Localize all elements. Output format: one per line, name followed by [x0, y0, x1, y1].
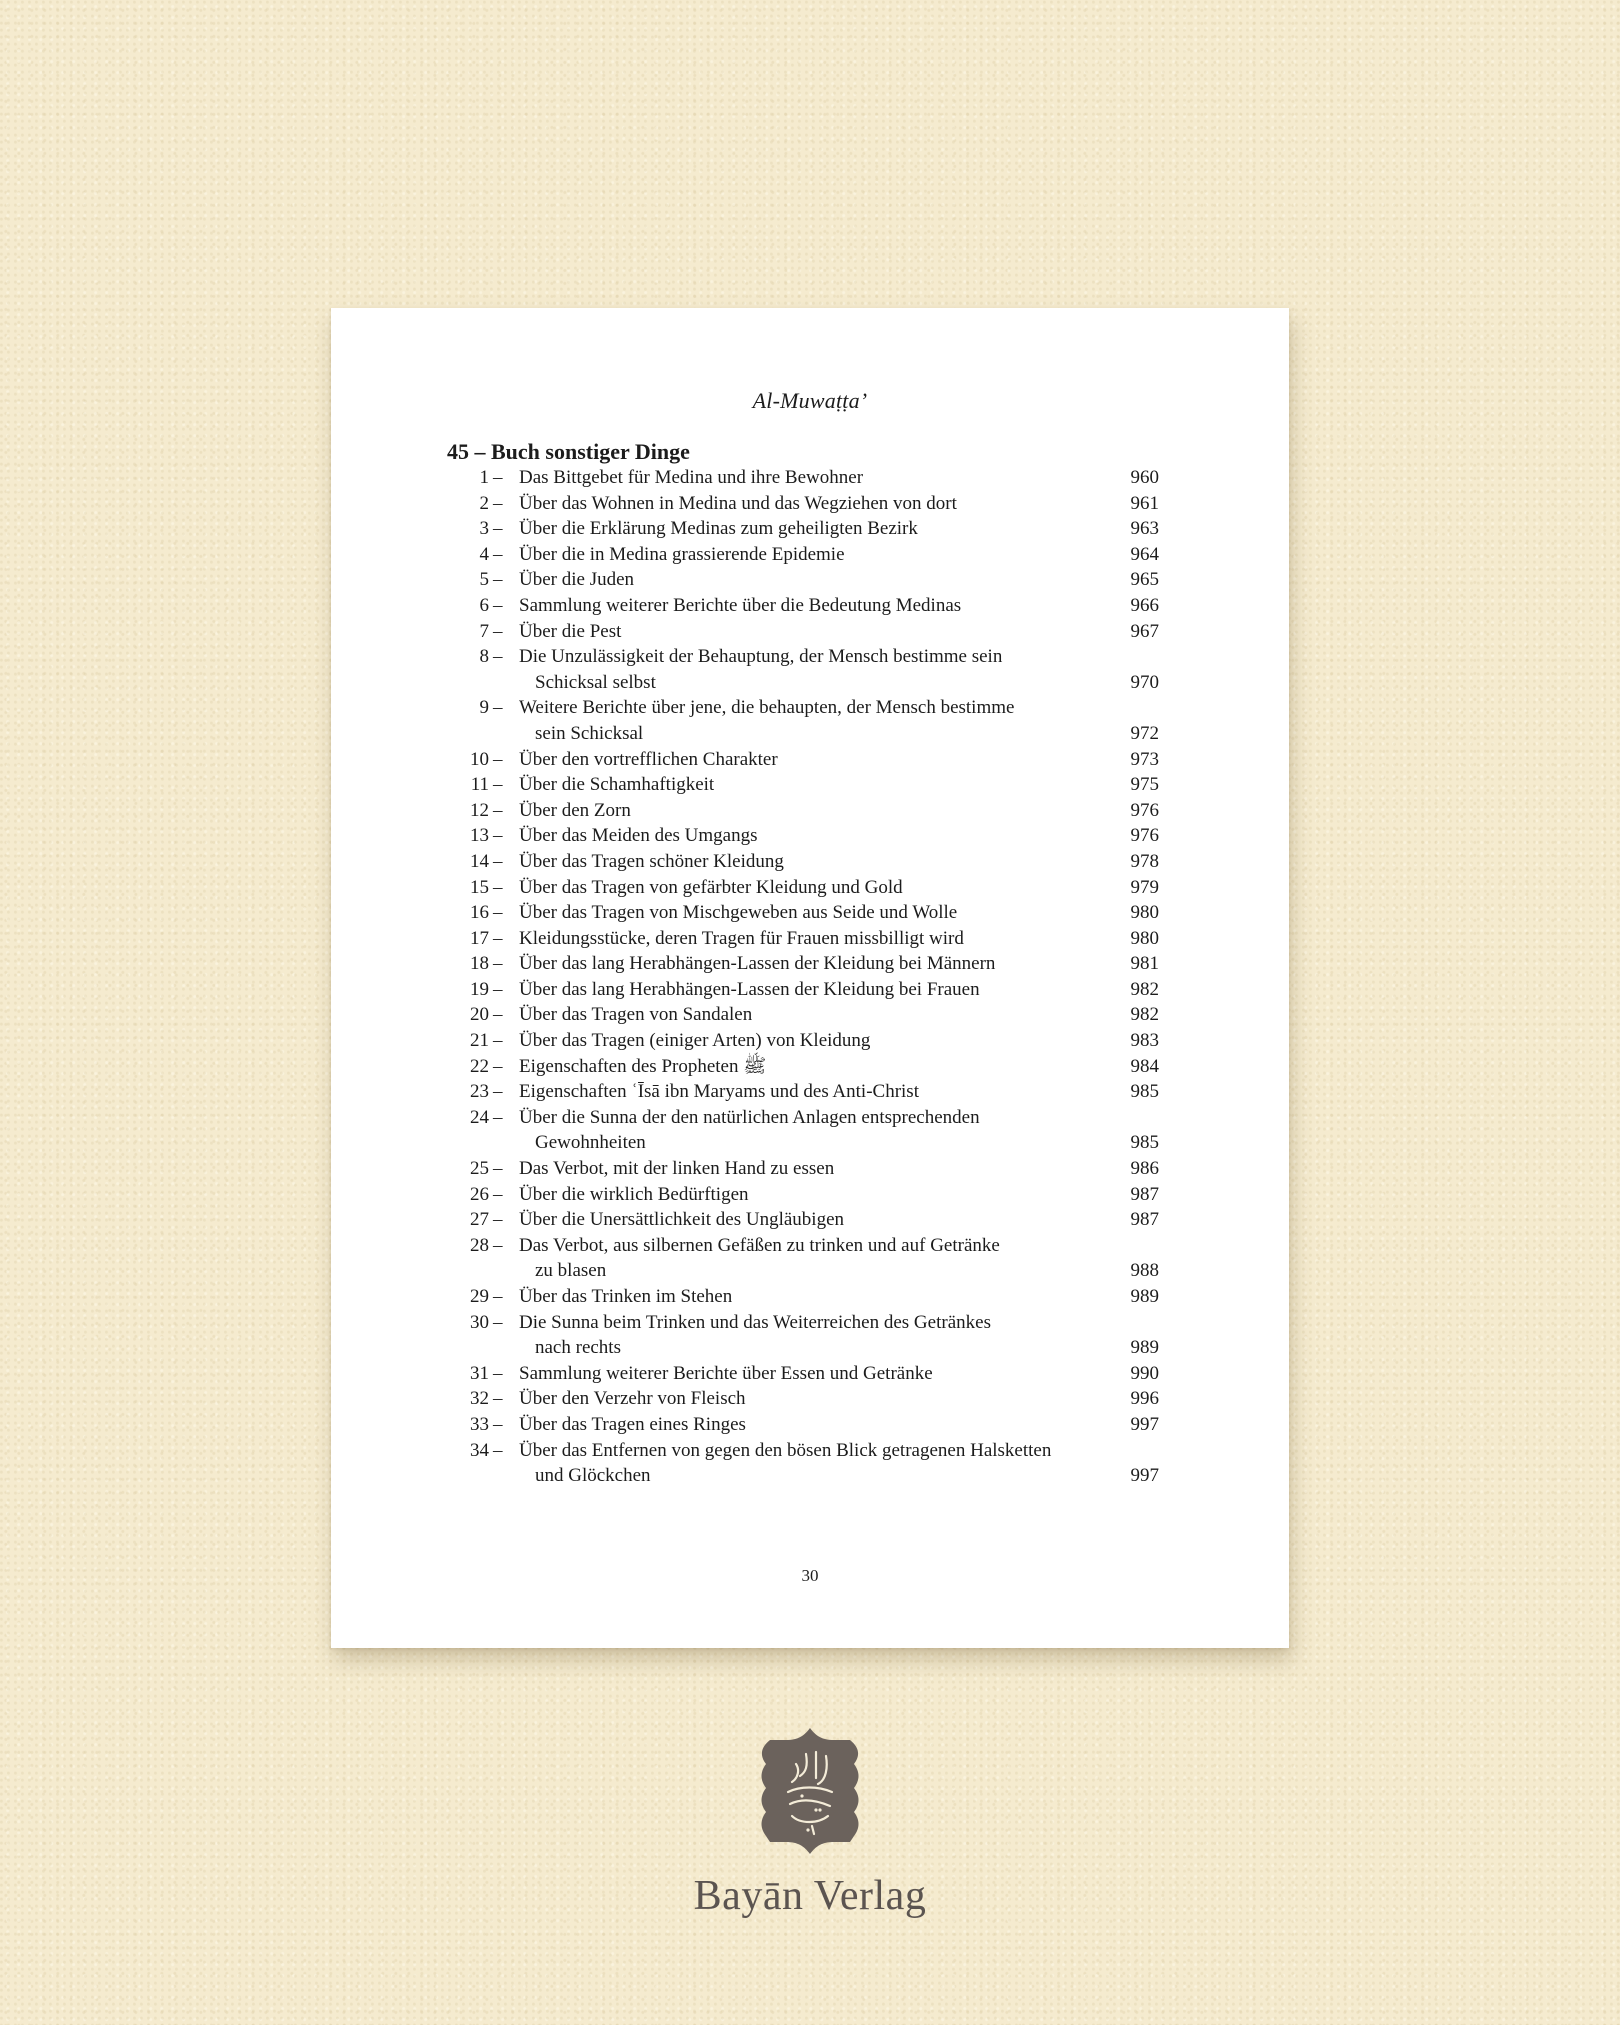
entry-page-number: 975: [1130, 774, 1159, 796]
entry-number: 31: [470, 1362, 489, 1384]
entry-title-continuation: sein Schicksal: [535, 722, 644, 744]
entry-number: 25: [470, 1158, 489, 1180]
bayan-seal-logo: [756, 1726, 864, 1856]
entry-title-text: Über die Erklärung Medinas zum geheiligten Bezirk: [519, 518, 918, 540]
entry-title: [519, 619, 1119, 645]
entry-title-text: Über den Zorn: [519, 799, 631, 821]
entry-dash: –: [493, 748, 503, 770]
entry-title-text: Über den vortrefflichen Charakter: [519, 748, 778, 770]
entry-title-text: Über das Entfernen von gegen den bösen Blick getragenen Halsketten: [519, 1439, 1052, 1461]
entry-number: 13: [470, 825, 489, 847]
toc-entry: [447, 1028, 1159, 1054]
entry-title-text: Das Bittgebet für Medina und ihre Bewohner: [519, 467, 864, 488]
entry-dash: –: [493, 799, 503, 821]
toc-entry: [447, 619, 1159, 645]
entry-page-number: 963: [1130, 518, 1159, 540]
entry-title-text: Über das Tragen (einiger Arten) von Kleidung: [519, 1030, 871, 1052]
entry-number: 11: [470, 774, 489, 796]
toc-entry: [447, 977, 1159, 1003]
entry-title-text: Über die in Medina grassierende Epidemie: [519, 543, 845, 565]
entry-title-text: Über das Trinken im Stehen: [519, 1286, 733, 1307]
toc-entry: [447, 1182, 1159, 1208]
entry-title: [519, 465, 1119, 491]
entry-title-text: Eigenschaften ʿĪsā ibn Maryams und des Anti-Christ: [519, 1081, 919, 1103]
entry-page-number: 985: [1130, 1132, 1159, 1154]
entry-page-number: 979: [1130, 876, 1159, 898]
entry-page-number: 985: [1130, 1081, 1159, 1103]
entry-number: 18: [470, 953, 489, 975]
entry-number: 19: [470, 978, 489, 1000]
entry-page-number: 972: [1130, 722, 1159, 744]
toc-entry: [447, 542, 1159, 568]
entry-page-number: 990: [1130, 1362, 1159, 1384]
entry-title: [519, 1105, 1119, 1156]
entry-title: [519, 1079, 1119, 1105]
entry-page-number: 964: [1130, 543, 1159, 565]
entry-page-number: 982: [1130, 1004, 1159, 1026]
entry-page-number: 961: [1130, 492, 1159, 514]
entry-title-continuation: nach rechts: [535, 1337, 621, 1359]
entry-title-text: Über die Unersättlichkeit des Ungläubigen: [519, 1209, 845, 1231]
entry-title: [519, 516, 1119, 542]
entry-page-number: 966: [1130, 594, 1159, 616]
toc-entry: [447, 849, 1159, 875]
entry-dash: –: [493, 1158, 503, 1180]
entry-page-number: 981: [1130, 953, 1159, 975]
entry-title-continuation: Gewohnheiten: [535, 1132, 646, 1154]
entry-title-text: Kleidungsstücke, deren Tragen für Frauen missbilligt wird: [519, 927, 964, 949]
entry-title-text: Über das Tragen eines Ringes: [519, 1413, 746, 1435]
entry-number: 16: [470, 902, 489, 924]
entry-page-number: 987: [1130, 1183, 1159, 1205]
entry-title: [519, 593, 1119, 619]
entry-number: 3: [479, 518, 489, 540]
toc-entry: [447, 900, 1159, 926]
entry-page-number: 997: [1130, 1465, 1159, 1487]
entry-title-text: Über die Schamhaftigkeit: [519, 774, 715, 796]
entry-number: 30: [470, 1311, 489, 1333]
toc-entry: [447, 491, 1159, 517]
entry-page-number: 996: [1130, 1388, 1159, 1410]
entry-page-number: 960: [1130, 467, 1159, 488]
entry-number: 17: [470, 927, 489, 949]
toc-entry: [447, 644, 1159, 695]
entry-title: [519, 1386, 1119, 1412]
entry-dash: –: [493, 1081, 503, 1103]
entry-page-number: 982: [1130, 978, 1159, 1000]
entry-title: [519, 491, 1119, 517]
entry-page-number: 967: [1130, 620, 1159, 642]
entry-title-text: Sammlung weiterer Berichte über die Bedeutung Medinas: [519, 594, 962, 616]
entry-title-text: Über die wirklich Bedürftigen: [519, 1183, 749, 1205]
toc-entry: [447, 1412, 1159, 1438]
publisher-name: Bayān Verlag: [693, 1873, 927, 1919]
toc-entry: [447, 1361, 1159, 1387]
entry-number: 6: [479, 594, 489, 616]
entry-dash: –: [493, 978, 503, 1000]
entry-page-number: 965: [1130, 569, 1159, 591]
toc-entry: [447, 1207, 1159, 1233]
entry-title: [519, 823, 1119, 849]
book-heading: 45 – Buch sonstiger Dinge: [447, 439, 690, 464]
entry-title-continuation: Schicksal selbst: [535, 671, 656, 693]
entry-title: [519, 1361, 1119, 1387]
entry-title: [519, 977, 1119, 1003]
entry-dash: –: [493, 953, 503, 975]
entry-number: 32: [470, 1388, 489, 1410]
entry-number: 34: [470, 1439, 489, 1461]
entry-dash: –: [493, 927, 503, 949]
running-head: Al-Muwaṭṭa’: [752, 388, 868, 413]
entry-dash: –: [493, 876, 503, 898]
entry-title-text: Über die Sunna der den natürlichen Anlagen entsprechenden: [519, 1106, 980, 1128]
entry-title-text: Über den Verzehr von Fleisch: [519, 1388, 746, 1410]
entry-dash: –: [493, 492, 503, 514]
entry-dash: –: [493, 1055, 503, 1077]
entry-title: [519, 1438, 1119, 1489]
entry-number: 4: [479, 543, 489, 565]
entry-dash: –: [493, 1362, 503, 1384]
toc-entry: [447, 1079, 1159, 1105]
entry-title: [519, 1054, 1119, 1080]
entry-title-text: Über das Meiden des Umgangs: [519, 825, 758, 847]
entry-title: [519, 951, 1119, 977]
entry-title-text: Über das Tragen schöner Kleidung: [519, 850, 784, 872]
entry-title: [519, 1284, 1119, 1310]
entry-title-text: Über das lang Herabhängen-Lassen der Kleidung bei Frauen: [519, 978, 980, 1000]
toc-entry: [447, 1002, 1159, 1028]
entry-dash: –: [493, 569, 503, 591]
toc-entry: [447, 875, 1159, 901]
entry-page-number: 986: [1130, 1158, 1159, 1180]
entry-number: 23: [470, 1081, 489, 1103]
entry-number: 8: [479, 646, 489, 668]
entry-dash: –: [493, 594, 503, 616]
toc-entry: [447, 798, 1159, 824]
toc-entry: [447, 1156, 1159, 1182]
toc-entry: [447, 1233, 1159, 1284]
entry-dash: –: [493, 1106, 503, 1128]
entry-title: [519, 1412, 1119, 1438]
entry-dash: –: [493, 850, 503, 872]
entry-title-continuation: zu blasen: [535, 1260, 607, 1282]
book-page: [331, 308, 1289, 1648]
entry-title-text: Sammlung weiterer Berichte über Essen und Getränke: [519, 1362, 933, 1384]
entry-dash: –: [493, 1183, 503, 1205]
entry-page-number: 997: [1130, 1413, 1159, 1435]
toc-entry: [447, 951, 1159, 977]
entry-number: 21: [470, 1030, 489, 1052]
entry-number: 12: [470, 799, 489, 821]
toc-entry: [447, 1386, 1159, 1412]
entry-dash: –: [493, 774, 503, 796]
entry-number: 26: [470, 1183, 489, 1205]
entry-title: [519, 926, 1119, 952]
entry-title-text: Über die Pest: [519, 620, 622, 642]
toc-entry: [447, 823, 1159, 849]
entry-dash: –: [493, 697, 503, 719]
entry-number: 29: [470, 1286, 489, 1307]
entry-number: 2: [479, 492, 489, 514]
toc-entry: [447, 1310, 1159, 1361]
toc-entry: [447, 593, 1159, 619]
entry-number: 7: [479, 620, 489, 642]
entry-dash: –: [493, 1413, 503, 1435]
entry-title: [519, 747, 1119, 773]
entry-number: 20: [470, 1004, 489, 1026]
entry-title-text: Die Sunna beim Trinken und das Weiterreichen des Getränkes: [519, 1311, 991, 1333]
toc-entry: [447, 1054, 1159, 1080]
page-number: 30: [801, 1566, 819, 1585]
toc-entry: [447, 926, 1159, 952]
entry-number: 15: [470, 876, 489, 898]
entry-page-number: 989: [1130, 1286, 1159, 1307]
toc-entry: [447, 772, 1159, 798]
entry-title: [519, 875, 1119, 901]
entry-dash: –: [493, 1209, 503, 1231]
entry-title: [519, 644, 1119, 695]
entry-dash: –: [493, 646, 503, 668]
toc-entry: [447, 695, 1159, 746]
entry-page-number: 980: [1130, 927, 1159, 949]
entry-title: [519, 542, 1119, 568]
entry-title: [519, 1002, 1119, 1028]
entry-number: 33: [470, 1413, 489, 1435]
entry-dash: –: [493, 1030, 503, 1052]
table-of-contents: [447, 438, 1159, 1489]
entry-title-continuation: und Glöckchen: [535, 1465, 651, 1487]
entry-page-number: 970: [1130, 671, 1159, 693]
entry-title: [519, 1182, 1119, 1208]
entry-title-text: Über das lang Herabhängen-Lassen der Kleidung bei Männern: [519, 953, 996, 975]
entry-title: [519, 1207, 1119, 1233]
entry-page-number: 978: [1130, 850, 1159, 872]
entry-title: [519, 1310, 1119, 1361]
entry-title-text: Die Unzulässigkeit der Behauptung, der Mensch bestimme sein: [519, 646, 1003, 668]
toc-entry: [447, 1438, 1159, 1489]
entry-title-text: Weitere Berichte über jene, die behaupten, der Mensch bestimme: [519, 697, 1015, 719]
entry-title-text: Das Verbot, aus silbernen Gefäßen zu trinken und auf Getränke: [519, 1234, 1000, 1256]
entry-page-number: 988: [1130, 1260, 1159, 1282]
entry-title: [519, 567, 1119, 593]
entry-page-number: 976: [1130, 799, 1159, 821]
entry-number: 27: [470, 1209, 489, 1231]
toc-entry: [447, 1105, 1159, 1156]
entry-dash: –: [493, 1388, 503, 1410]
entry-title: [519, 695, 1119, 746]
entry-number: 5: [479, 569, 489, 591]
entry-page-number: 987: [1130, 1209, 1159, 1231]
entry-page-number: 976: [1130, 825, 1159, 847]
entry-page-number: 980: [1130, 902, 1159, 924]
entry-title: [519, 798, 1119, 824]
entry-title-text: Über das Wohnen in Medina und das Wegziehen von dort: [519, 492, 957, 514]
entry-dash: –: [493, 1439, 503, 1461]
entry-title-text: Über das Tragen von Mischgeweben aus Seide und Wolle: [519, 902, 958, 924]
entry-dash: –: [493, 825, 503, 847]
entry-dash: –: [493, 543, 503, 565]
entry-dash: –: [493, 1234, 503, 1256]
entry-page-number: 984: [1130, 1055, 1159, 1077]
toc-entry: [447, 516, 1159, 542]
entry-dash: –: [493, 518, 503, 540]
entry-dash: –: [493, 1311, 503, 1333]
entry-number: 28: [470, 1234, 489, 1256]
entry-title-text: Das Verbot, mit der linken Hand zu essen: [519, 1158, 835, 1180]
entry-page-number: 973: [1130, 748, 1159, 770]
entry-title: [519, 900, 1119, 926]
entry-number: 24: [470, 1106, 489, 1128]
entry-dash: –: [493, 620, 503, 642]
entry-dash: –: [493, 902, 503, 924]
entry-title-text: Über die Juden: [519, 569, 635, 591]
entry-title-text: Über das Tragen von Sandalen: [519, 1004, 753, 1026]
entry-title: [519, 849, 1119, 875]
entry-dash: –: [493, 1286, 503, 1307]
entry-number: 22: [470, 1055, 489, 1077]
entry-title: [519, 1028, 1119, 1054]
entry-number: 9: [479, 697, 489, 719]
entry-dash: –: [493, 467, 503, 488]
entry-title-text: Über das Tragen von gefärbter Kleidung und Gold: [519, 876, 903, 898]
entry-page-number: 989: [1130, 1337, 1159, 1359]
toc-entry: [447, 1284, 1159, 1310]
entry-number: 1: [479, 467, 489, 488]
toc-entry: [447, 567, 1159, 593]
entry-dash: –: [493, 1004, 503, 1026]
toc-entry: [447, 465, 1159, 491]
entry-page-number: 983: [1130, 1030, 1159, 1052]
entry-title-text: Eigenschaften des Propheten ﷺ: [519, 1055, 767, 1077]
entry-title: [519, 1156, 1119, 1182]
entry-number: 14: [470, 850, 489, 872]
entry-title: [519, 772, 1119, 798]
toc-entry-list: [447, 465, 1159, 1489]
entry-title: [519, 1233, 1119, 1284]
entry-number: 10: [470, 748, 489, 770]
toc-entry: [447, 747, 1159, 773]
